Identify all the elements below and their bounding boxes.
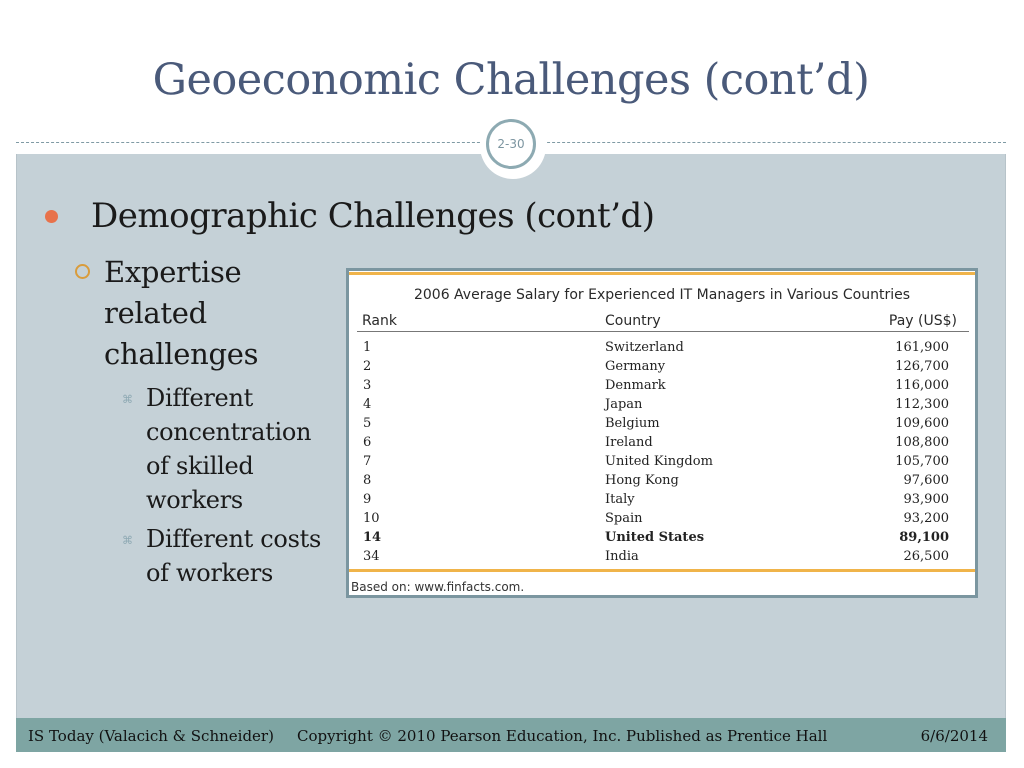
- bullet-dot-icon: [45, 210, 58, 223]
- cell-country: Hong Kong: [605, 473, 679, 488]
- table-row: [349, 434, 975, 453]
- bullet-x-icon: ⌘: [122, 534, 133, 547]
- cell-rank: 9: [363, 492, 372, 507]
- cell-pay: 161,900: [895, 340, 949, 355]
- cell-pay: 26,500: [903, 549, 949, 564]
- table-row: [349, 453, 975, 472]
- table-row: [349, 358, 975, 377]
- cell-country: Germany: [605, 359, 666, 374]
- footer-copyright: Copyright © 2010 Pearson Education, Inc. Published as Prentice Hall: [297, 727, 828, 745]
- cell-country: Belgium: [605, 416, 660, 431]
- table-bottom-accent: [349, 569, 975, 572]
- cell-country: Japan: [605, 397, 643, 412]
- cell-rank: 1: [363, 340, 372, 355]
- bullet-level3-item: [122, 381, 332, 517]
- cell-rank: 7: [363, 454, 372, 469]
- column-header-rank: Rank: [362, 313, 397, 329]
- cell-pay: 89,100: [899, 530, 949, 545]
- cell-pay: 126,700: [895, 359, 949, 374]
- table-source-note: Based on: www.finfacts.com.: [351, 580, 525, 594]
- table-body: [349, 339, 975, 567]
- cell-rank: 34: [363, 549, 380, 564]
- cell-pay: 112,300: [895, 397, 949, 412]
- cell-rank: 8: [363, 473, 372, 488]
- cell-rank: 10: [363, 511, 380, 526]
- cell-country: Ireland: [605, 435, 653, 450]
- bullet-level3-item: [122, 522, 332, 590]
- cell-rank: 6: [363, 435, 372, 450]
- cell-country: United Kingdom: [605, 454, 713, 469]
- table-row: [349, 510, 975, 529]
- header-rule: [357, 331, 969, 332]
- bullet-level1: [45, 196, 655, 236]
- cell-pay: 116,000: [895, 378, 949, 393]
- cell-country: India: [605, 549, 639, 564]
- table-row: [349, 529, 975, 548]
- cell-rank: 14: [363, 530, 382, 545]
- cell-country: Italy: [605, 492, 635, 507]
- cell-country: Switzerland: [605, 340, 684, 355]
- table-row: [349, 415, 975, 434]
- table-row: [349, 339, 975, 358]
- bullet-level2: [75, 252, 295, 375]
- cell-rank: 2: [363, 359, 372, 374]
- cell-pay: 97,600: [903, 473, 949, 488]
- bullet-level2-text: Expertise related challenges: [104, 255, 259, 371]
- cell-country: United States: [605, 530, 705, 545]
- cell-pay: 108,800: [895, 435, 949, 450]
- bullet-x-icon: ⌘: [122, 393, 133, 406]
- table-row: [349, 548, 975, 567]
- salary-table: [346, 268, 978, 598]
- table-title: 2006 Average Salary for Experienced IT Managers in Various Countries: [413, 287, 911, 303]
- bullet-level3-text: Different concentration of skilled workers: [146, 384, 312, 514]
- table-row: [349, 396, 975, 415]
- table-top-accent: [349, 272, 975, 275]
- cell-pay: 93,900: [903, 492, 949, 507]
- table-row: [349, 377, 975, 396]
- column-header-pay: Pay (US$): [888, 313, 957, 329]
- footer-date: 6/6/2014: [920, 727, 988, 745]
- cell-rank: 4: [363, 397, 372, 412]
- slide-number-badge: 2-30: [486, 119, 536, 169]
- cell-pay: 105,700: [895, 454, 949, 469]
- column-header-country: Country: [605, 313, 661, 329]
- bullet-level1-text: Demographic Challenges (cont’d): [91, 196, 655, 236]
- slide-title: Geoeconomic Challenges (cont’d): [152, 55, 870, 105]
- cell-country: Denmark: [605, 378, 666, 393]
- footer-book-title: IS Today (Valacich & Schneider): [28, 727, 274, 745]
- cell-country: Spain: [605, 511, 643, 526]
- footer-bar: [16, 718, 1006, 752]
- bullet-ring-icon: [75, 264, 90, 279]
- cell-rank: 5: [363, 416, 372, 431]
- table-row: [349, 472, 975, 491]
- table-row: [349, 491, 975, 510]
- cell-pay: 109,600: [895, 416, 949, 431]
- cell-rank: 3: [363, 378, 372, 393]
- cell-pay: 93,200: [903, 511, 949, 526]
- bullet-level3-text: Different costs of workers: [146, 525, 321, 587]
